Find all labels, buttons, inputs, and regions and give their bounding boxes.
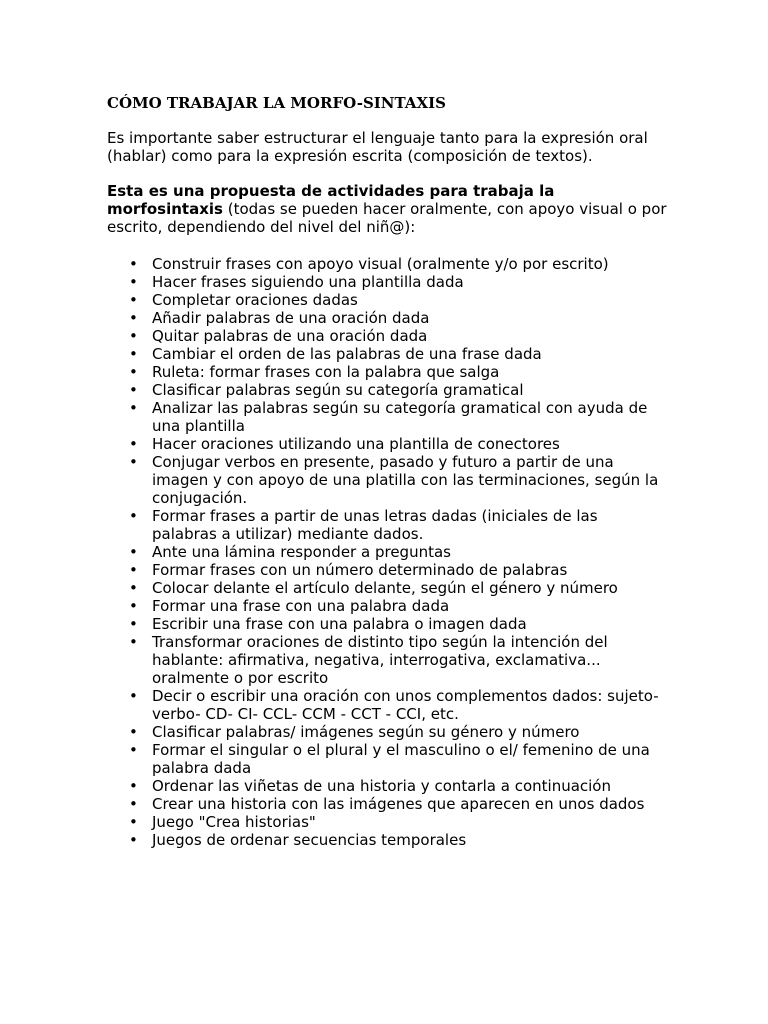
- list-item-text: Decir o escribir una oración con unos complementos dados: sujeto-verbo- CD- CI- CCL- CCM - CCT - CCI, etc.: [152, 687, 659, 723]
- list-item-text: Construir frases con apoyo visual (oralmente y/o por escrito): [152, 255, 609, 273]
- list-item: [107, 579, 667, 597]
- list-item: [107, 399, 667, 435]
- list-item-text: Formar frases con un número determinado de palabras: [152, 561, 568, 579]
- bullet-icon: •: [129, 615, 138, 633]
- list-item-text: Ordenar las viñetas de una historia y contarla a continuación: [152, 777, 611, 795]
- list-item-text: Formar frases a partir de unas letras dadas (iniciales de las palabras a utilizar) mediante dados.: [152, 507, 598, 543]
- list-item: [107, 255, 667, 273]
- bullet-icon: •: [129, 633, 138, 651]
- list-item-text: Transformar oraciones de distinto tipo según la intención del hablante: afirmativa, negativa, interrogativa, exclamativa... oralmente o por escrito: [152, 633, 608, 687]
- list-item-text: Añadir palabras de una oración dada: [152, 309, 430, 327]
- list-item: [107, 777, 667, 795]
- list-item-text: Formar una frase con una palabra dada: [152, 597, 450, 615]
- list-item: [107, 795, 667, 813]
- bullet-icon: •: [129, 507, 138, 525]
- list-item: [107, 543, 667, 561]
- list-item: [107, 291, 667, 309]
- list-item-text: Crear una historia con las imágenes que aparecen en unos dados: [152, 795, 645, 813]
- list-item: [107, 561, 667, 579]
- list-item-text: Hacer frases siguiendo una plantilla dada: [152, 273, 464, 291]
- bullet-icon: •: [129, 543, 138, 561]
- bullet-icon: •: [129, 345, 138, 363]
- bullet-icon: •: [129, 363, 138, 381]
- bullet-icon: •: [129, 327, 138, 345]
- document-title: CÓMO TRABAJAR LA MORFO-SINTAXIS: [107, 94, 446, 112]
- list-item-text: Formar el singular o el plural y el masculino o el/ femenino de una palabra dada: [152, 741, 650, 777]
- list-item-text: Ruleta: formar frases con la palabra que salga: [152, 363, 500, 381]
- bullet-icon: •: [129, 435, 138, 453]
- list-item-text: Ante una lámina responder a preguntas: [152, 543, 451, 561]
- bullet-icon: •: [129, 453, 138, 471]
- list-item: [107, 741, 667, 777]
- list-item: [107, 615, 667, 633]
- list-item: [107, 453, 667, 507]
- list-item: [107, 507, 667, 543]
- bullet-icon: •: [129, 795, 138, 813]
- bullet-icon: •: [129, 597, 138, 615]
- list-item: [107, 309, 667, 327]
- list-item: [107, 633, 667, 687]
- list-item-text: Completar oraciones dadas: [152, 291, 358, 309]
- list-item: [107, 831, 667, 849]
- list-item: [107, 813, 667, 831]
- list-item-text: Juego "Crea historias": [152, 813, 316, 831]
- bullet-icon: •: [129, 381, 138, 399]
- list-item-text: Conjugar verbos en presente, pasado y futuro a partir de una imagen y con apoyo de una platilla con las terminaciones, según la conjugación.: [152, 453, 659, 507]
- list-item: [107, 273, 667, 291]
- bullet-icon: •: [129, 741, 138, 759]
- list-item-text: Clasificar palabras/ imágenes según su género y número: [152, 723, 580, 741]
- bullet-icon: •: [129, 291, 138, 309]
- activities-list: [107, 255, 667, 849]
- list-item: [107, 435, 667, 453]
- bullet-icon: •: [129, 561, 138, 579]
- list-item-text: Hacer oraciones utilizando una plantilla de conectores: [152, 435, 560, 453]
- bullet-icon: •: [129, 255, 138, 273]
- bullet-icon: •: [129, 831, 138, 849]
- bullet-icon: •: [129, 309, 138, 327]
- list-item: [107, 687, 667, 723]
- proposal-bold-text: Esta es una propuesta de actividades para trabaja la morfosintaxis: [107, 182, 555, 218]
- list-item: [107, 597, 667, 615]
- bullet-icon: •: [129, 399, 138, 417]
- list-item: [107, 723, 667, 741]
- list-item: [107, 381, 667, 399]
- list-item-text: Clasificar palabras según su categoría gramatical: [152, 381, 524, 399]
- list-item-text: Analizar las palabras según su categoría gramatical con ayuda de una plantilla: [152, 399, 648, 435]
- intro-paragraph: Es importante saber estructurar el lenguaje tanto para la expresión oral (hablar) como para la expresión escrita (composición de textos).: [107, 129, 648, 165]
- document-page: [107, 94, 667, 849]
- list-item: [107, 345, 667, 363]
- bullet-icon: •: [129, 273, 138, 291]
- list-item: [107, 327, 667, 345]
- bullet-icon: •: [129, 687, 138, 705]
- bullet-icon: •: [129, 813, 138, 831]
- list-item-text: Quitar palabras de una oración dada: [152, 327, 428, 345]
- proposal-paragraph: [107, 182, 667, 236]
- list-item-text: Colocar delante el artículo delante, según el género y número: [152, 579, 618, 597]
- bullet-icon: •: [129, 723, 138, 741]
- proposal-rest-text: (todas se pueden hacer oralmente, con apoyo visual o por escrito, dependiendo del nivel del niñ@):: [107, 200, 667, 236]
- list-item: [107, 363, 667, 381]
- list-item-text: Cambiar el orden de las palabras de una frase dada: [152, 345, 542, 363]
- list-item-text: Juegos de ordenar secuencias temporales: [152, 831, 467, 849]
- list-item-text: Escribir una frase con una palabra o imagen dada: [152, 615, 527, 633]
- bullet-icon: •: [129, 777, 138, 795]
- bullet-icon: •: [129, 579, 138, 597]
